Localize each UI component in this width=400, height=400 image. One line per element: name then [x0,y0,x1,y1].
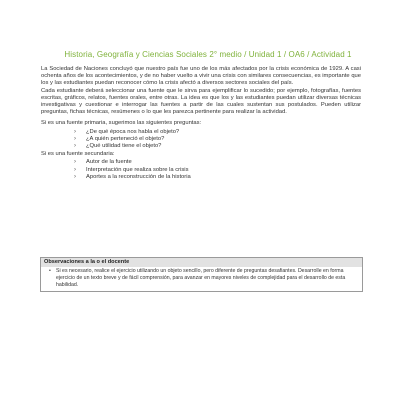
secondary-source-lead: Si es una fuente secundaria: [41,151,115,158]
activity-content [41,66,361,182]
list-item: › ¿A quién perteneció el objeto? [74,136,361,143]
list-item: › Interpretación que realiza sobre la crisis [74,167,361,174]
instructions-paragraph: Cada estudiante deberá seleccionar una fuente que le sirva para ejemplificar lo sucedido; por ejemplo, fotografías, fuentes escritas, gráficos, relatos, fuentes orales, entre otras. La idea es que los y las estudiantes puedan utilizar diversas técnicas investigativas y cuestionar e interrogar las fuentes a partir de las cuales sustentan sus postulados. Pueden utilizar preguntas, fichas técnicas, resúmenes o lo que les parezca pertinente para realizar la actividad. [41,87,361,116]
page-title: Historia, Geografía y Ciencias Sociales 2° medio / Unidad 1 / OA6 / Actividad 1 [64,50,352,59]
secondary-items-list [74,159,361,181]
teacher-observations-box [40,257,363,292]
list-item: › ¿De qué época nos habla el objeto? [74,129,361,136]
observations-header: Observaciones a la o el docente [41,258,362,267]
list-item: › Autor de la fuente [74,159,361,166]
primary-source-lead: Si es una fuente primaria, sugerimos las siguientes preguntas: [41,120,202,127]
intro-paragraph: La Sociedad de Naciones concluyó que nuestro país fue uno de los más afectados por la crisis económica de 1929. A casi ochenta años de los acontecimientos, y de no haber vuelto a vivir una crisis con similares consecuencias, es importante que los y las estudiantes puedan reconocer cómo la crisis afectó a diversos sectores sociales del país. [41,66,361,87]
primary-questions-list [74,129,361,151]
observations-body [41,267,362,291]
list-item: › ¿Qué utilidad tiene el objeto? [74,143,361,150]
observations-list [44,268,359,288]
list-item: › Aportes a la reconstrucción de la historia [74,174,361,181]
observation-item: • Si es necesario, realice el ejercicio utilizando un objeto sencillo, pero diferente de preguntas desafiantes. Desarrolle en forma ejercicio de un texto breve y de fácil comprensión, para avanzar en mayores niveles de complejidad para el desarrollo de esta habilidad. [56,268,359,288]
